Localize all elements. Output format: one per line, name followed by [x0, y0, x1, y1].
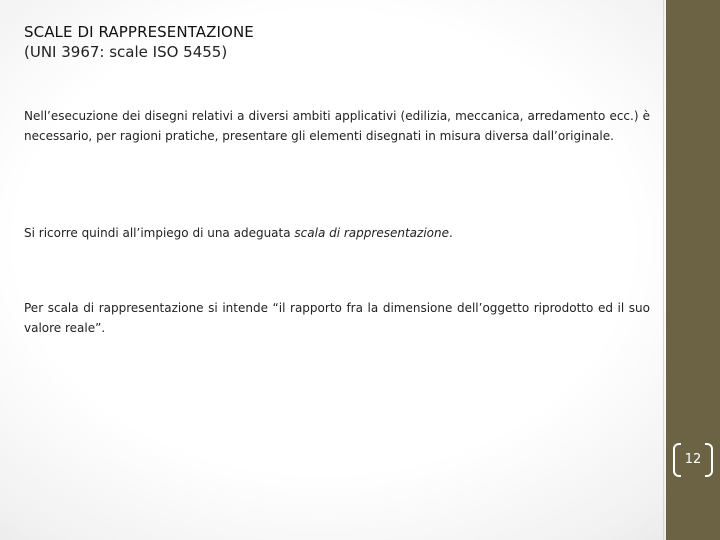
page-number-badge	[673, 443, 713, 477]
paragraph-definition: Per scala di rappresentazione si intende “il rapporto fra la dimensione dell’oggetto riprodotto ed il suo valore reale”.	[24, 301, 650, 335]
paragraph-scale-usage-text: Si ricorre quindi all’impiego di una adeguata	[24, 226, 295, 240]
paragraph-scale-usage-end: .	[448, 226, 453, 240]
title-block	[24, 22, 644, 62]
scale-term-emphasis: scala di rappresentazione	[294, 226, 449, 240]
slide-title: SCALE DI RAPPRESENTAZIONE	[24, 23, 254, 41]
slide-subtitle: (UNI 3967: scale ISO 5455)	[24, 43, 228, 61]
paragraph-scale-usage	[24, 223, 650, 243]
sidebar-divider	[663, 0, 664, 540]
page-number: 12	[684, 452, 702, 467]
paragraph-intro: Nell’esecuzione dei disegni relativi a diversi ambiti applicativi (edilizia, meccanica, arredamento ecc.) è necessario, per ragioni pratiche, presentare gli elementi disegnati in misura diversa dall’originale.	[24, 109, 650, 143]
